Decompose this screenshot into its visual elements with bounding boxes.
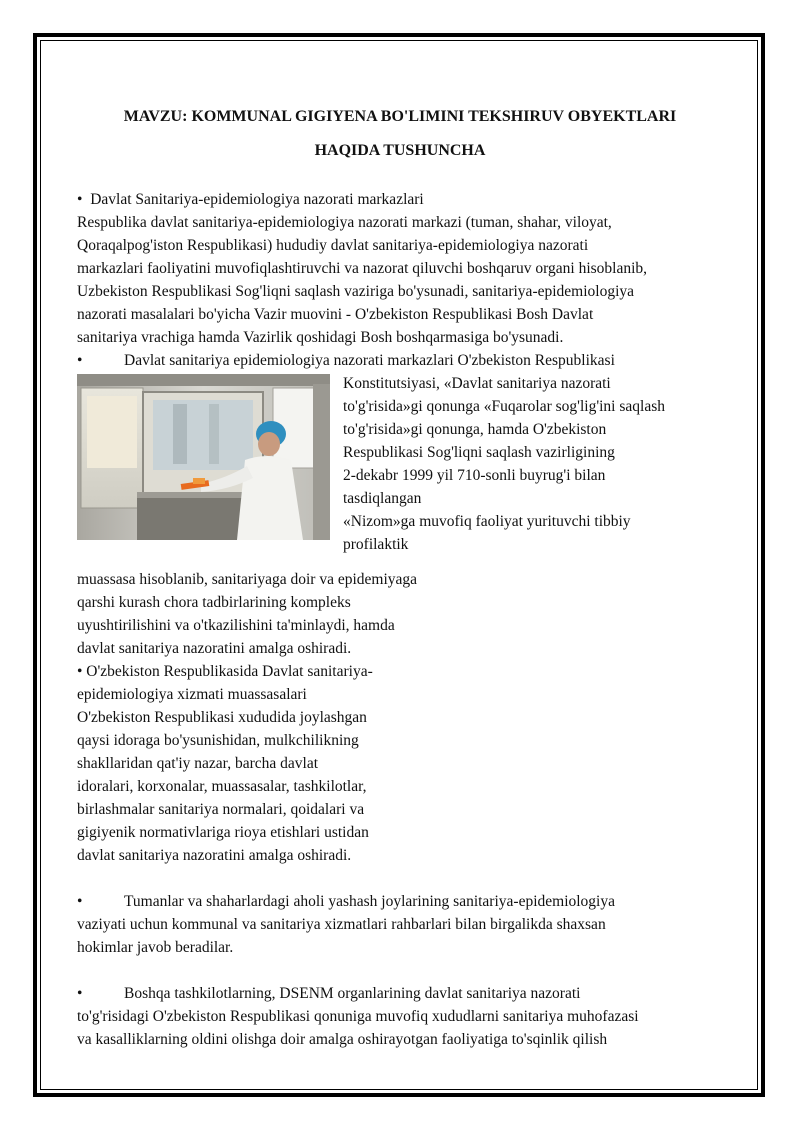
paragraph-line: 2-dekabr 1999 yil 710-sonli buyrug'i bilan: [343, 467, 606, 484]
section-epidemiology-service: [77, 660, 737, 867]
paragraph-line: Qoraqalpog'iston Respublikasi) hududiy davlat sanitariya-epidemiologiya nazorati: [77, 237, 589, 254]
paragraph-line: davlat sanitariya nazoratini amalga oshiradi.: [77, 640, 352, 657]
section1-heading-line: [77, 188, 737, 211]
paragraph-line: Konstitutsiyasi, «Davlat sanitariya nazorati: [343, 375, 611, 392]
paragraph-line: profilaktik: [343, 536, 409, 553]
title-line-1: MAVZU: KOMMUNAL GIGIYENA BO'LIMINI TEKSHIRUV OBYEKTLARI: [123, 108, 677, 125]
section1-heading: Davlat Sanitariya-epidemiologiya nazorati markazlari: [90, 191, 424, 208]
photo-with-text: [77, 372, 737, 568]
paragraph-line: Uzbekiston Respublikasi Sog'liqni saqlash vaziriga bo'ysunadi, sanitariya-epidemiologiya: [77, 283, 635, 300]
paragraph-gap: [77, 959, 737, 982]
paragraph-line: sanitariya vrachiga hamda Vazirlik qoshidagi Bosh boshqarmasiga bo'ysunadi.: [77, 329, 564, 346]
section4-first-text: Tumanlar va shaharlardagi aholi yashash joylarining sanitariya-epidemiologiya: [124, 893, 615, 910]
paragraph-line: tasdiqlangan: [343, 490, 422, 507]
paragraph-line: to'g'risida»gi qonunga «Fuqarolar sog'lig'ini saqlash: [343, 398, 665, 415]
paragraph-line: epidemiologiya xizmati muassasalari: [77, 686, 307, 703]
paragraph-line: O'zbekiston Respublikasi xududida joylashgan: [77, 709, 367, 726]
lab-worker-photo: [77, 374, 330, 540]
paragraph-line: gigiyenik normativlariga rioya etishlari ustidan: [77, 824, 369, 841]
paragraph-gap: [77, 867, 737, 890]
paragraph-line: Respublika davlat sanitariya-epidemiologiya nazorati markazi (tuman, shahar, viloyat,: [77, 214, 612, 231]
paragraph-line: qarshi kurash chora tadbirlarining kompleks: [77, 594, 351, 611]
paragraph-line: va kasalliklarning oldini olishga doir amalga oshirayotgan faoliyatiga to'sqinlik qilish: [77, 1031, 608, 1048]
paragraph-line: markazlari faoliyatini muvofiqlashtiruvchi va nazorat qiluvchi boshqaruv organi hisoblanib,: [77, 260, 648, 277]
paragraph-line: birlashmalar sanitariya normalari, qoidalari va: [77, 801, 365, 818]
paragraph-line: to'g'risida»gi qonunga, hamda O'zbekiston: [343, 421, 607, 438]
bullet: •: [77, 191, 83, 208]
paragraph-line: «Nizom»ga muvofiq faoliyat yurituvchi tibbiy: [343, 513, 631, 530]
section2-first-text: Davlat sanitariya epidemiologiya nazorati markazlari O'zbekiston Respublikasi: [124, 352, 615, 369]
paragraph-line: to'g'risidagi O'zbekiston Respublikasi qonuniga muvofiq xududlarni sanitariya muhofazasi: [77, 1008, 639, 1025]
bullet: •: [77, 985, 83, 1002]
paragraph-line: muassasa hisoblanib, sanitariyaga doir va epidemiyaga: [77, 571, 418, 588]
section4-first-line: [77, 890, 737, 913]
bullet: •: [77, 893, 83, 910]
paragraph-line: shakllaridan qat'iy nazar, barcha davlat: [77, 755, 319, 772]
document-title: [60, 100, 740, 168]
document-body: [77, 188, 737, 1051]
section-dsenm-centers: [77, 188, 737, 349]
paragraph-line: idoralari, korxonalar, muassasalar, tashkilotlar,: [77, 778, 367, 795]
section-responsibility: [77, 890, 737, 959]
paragraph-line: uyushtirilishini va o'tkazilishini ta'minlaydi, hamda: [77, 617, 395, 634]
bullet: •: [77, 352, 83, 369]
paragraph-line: nazorati masalalari bo'yicha Vazir muovini - O'zbekiston Respublikasi Bosh Davlat: [77, 306, 594, 323]
section-legal-basis: [77, 349, 737, 660]
title-line-2: HAQIDA TUSHUNCHA: [314, 142, 486, 159]
paragraph-line: • O'zbekiston Respublikasida Davlat sanitariya-: [77, 663, 373, 680]
paragraph-line: Respublikasi Sog'liqni saqlash vazirligining: [343, 444, 615, 461]
section5-first-text: Boshqa tashkilotlarning, DSENM organlarining davlat sanitariya nazorati: [124, 985, 581, 1002]
section2-first-line: [77, 349, 737, 372]
text-beside-photo: [343, 372, 665, 556]
paragraph-line: hokimlar javob beradilar.: [77, 939, 234, 956]
paragraph-line: davlat sanitariya nazoratini amalga oshiradi.: [77, 847, 352, 864]
paragraph-line: vaziyati uchun kommunal va sanitariya xizmatlari rahbarlari bilan birgalikda shaxsan: [77, 916, 606, 933]
section-obstruction: [77, 982, 737, 1051]
section5-first-line: [77, 982, 737, 1005]
paragraph-line: qaysi idoraga bo'ysunishidan, mulkchilikning: [77, 732, 359, 749]
